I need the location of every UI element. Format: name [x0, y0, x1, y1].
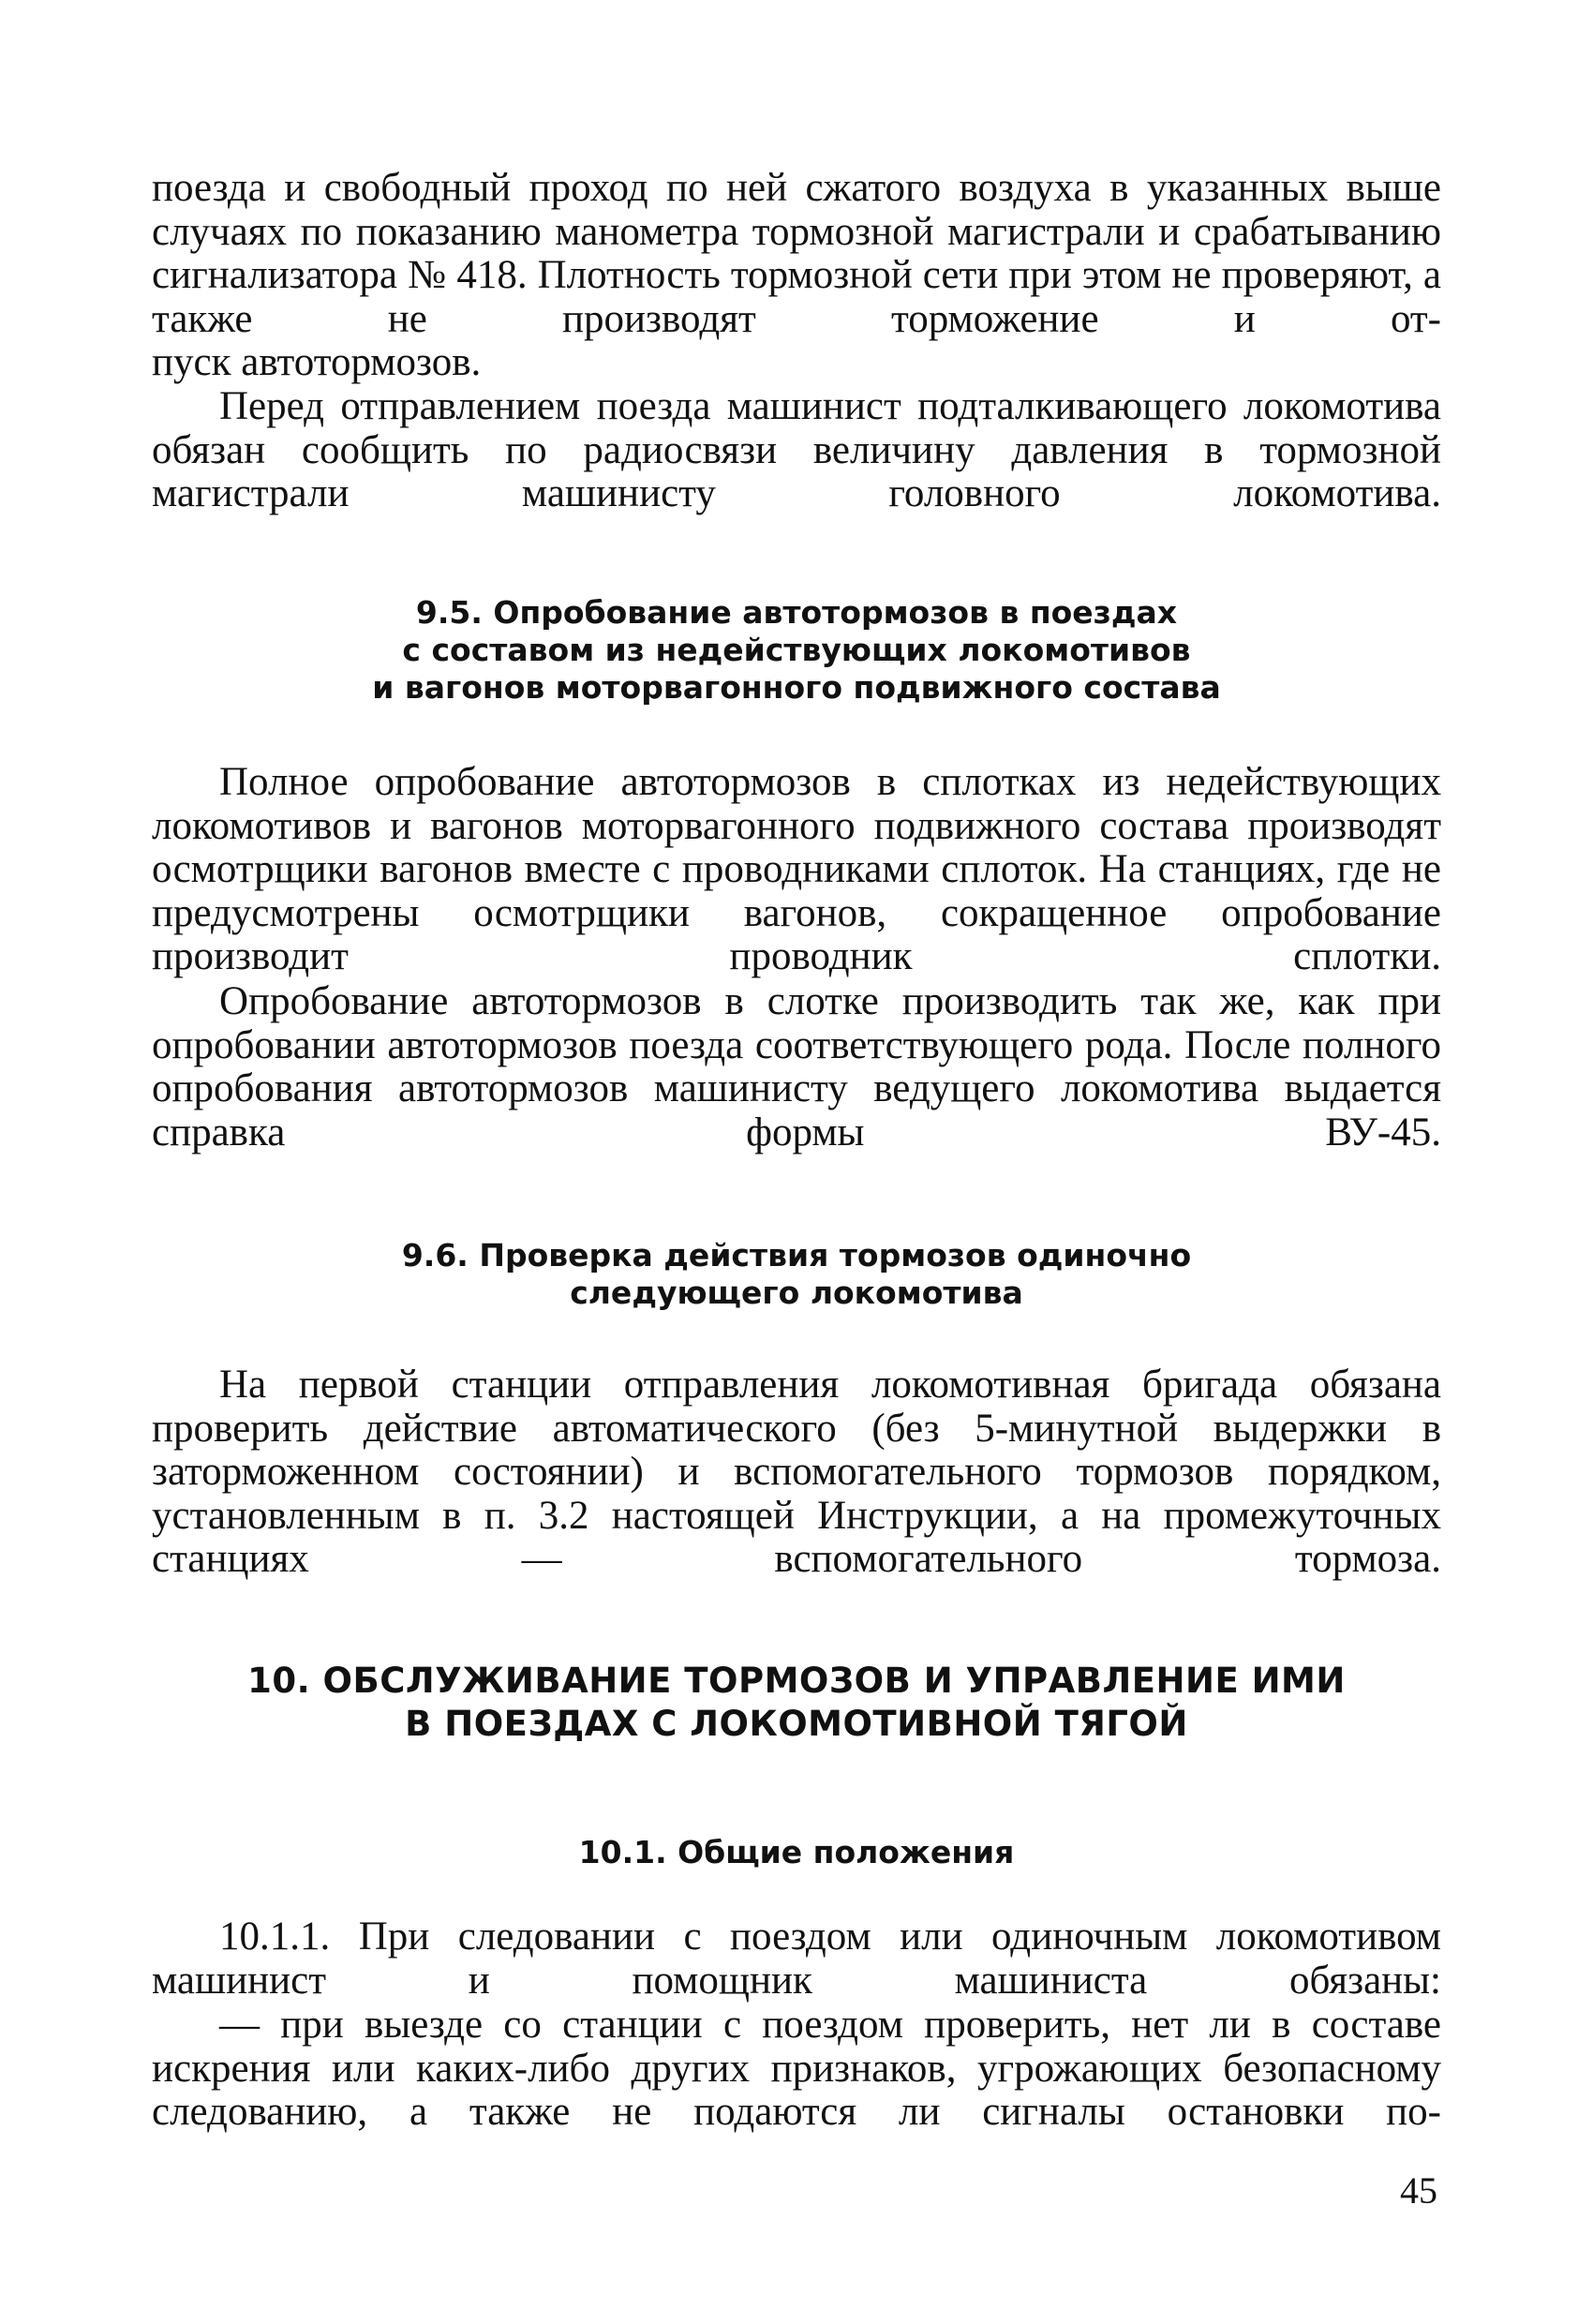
heading-line: и вагонов моторвагонного подвижного состава	[372, 669, 1221, 706]
chapter-heading-10	[152, 1660, 1441, 1746]
paragraph-pusher-locomotive: Перед отправлением поезда машинист подталкивающего локомотива обязан сообщить по радиосвязи величину давления в тормозной магистрали машинисту головного локомотива.	[152, 384, 1441, 515]
heading-line: с составом из недействующих локомотивов	[402, 632, 1191, 668]
paragraph-full-brake-test: Полное опробование автотормозов в сплотках из недействующих локомотивов и вагонов моторвагонного подвижного состава производят осмотрщики вагонов вместе с проводниками сплоток. На станциях, где не предусмотрены осмотрщики вагонов, сокращенное опробование производит проводник сплотки.	[152, 760, 1441, 978]
paragraph-10-1-1: 10.1.1. При следовании с поездом или одиночным локомотивом машинист и помощник машиниста обязаны:	[152, 1914, 1441, 2003]
section-heading-9-6	[152, 1237, 1441, 1312]
heading-line: 9.6. Проверка действия тормозов одиночно	[401, 1237, 1192, 1274]
paragraph-single-locomotive-check: На первой станции отправления локомотивная бригада обязана проверить действие автоматического (без 5-минутной выдержки в заторможенном состоянии) и вспомогательного тормозов порядком, установленным в п. 3.2 настоящей Инструкции, а на промежуточных станциях — вспомогательного тормоза.	[152, 1363, 1441, 1581]
section-heading-9-5	[152, 594, 1441, 707]
paragraph-brake-release-end: пуск автотормозов.	[152, 340, 482, 384]
heading-line: В ПОЕЗДАХ С ЛОКОМОТИВНОЙ ТЯГОЙ	[405, 1704, 1188, 1744]
section-heading-10-1	[152, 1834, 1441, 1871]
heading-line: 10. ОБСЛУЖИВАНИЕ ТОРМОЗОВ И УПРАВЛЕНИЕ ИМИ	[247, 1661, 1346, 1701]
heading-line: следующего локомотива	[570, 1274, 1023, 1311]
paragraph-departure-check: — при выезде со станции с поездом проверить, нет ли в составе искрения или каких-либо других признаков, угрожающих безопасному следованию, а также не подаются ли сигналы остановки по-	[152, 2003, 1441, 2134]
heading-line: 9.5. Опробование автотормозов в поездах	[415, 594, 1178, 631]
page-number: 45	[1400, 2169, 1437, 2212]
paragraph-brake-line-continuation: поезда и свободный проход по ней сжатого воздуха в указанных выше случаях по показанию манометра тормозной магистрали и срабатыванию сигнализатора № 418. Плотность тормозной сети при этом не проверяют, а также не производят торможение и от-	[152, 166, 1441, 341]
paragraph-brake-test-procedure: Опробование автотормозов в слотке производить так же, как при опробовании автотормозов поезда соответствующего рода. После полного опробования автотормозов машинисту ведущего локомотива выдается справка формы ВУ-45.	[152, 979, 1441, 1155]
heading-line: 10.1. Общие положения	[578, 1834, 1015, 1870]
